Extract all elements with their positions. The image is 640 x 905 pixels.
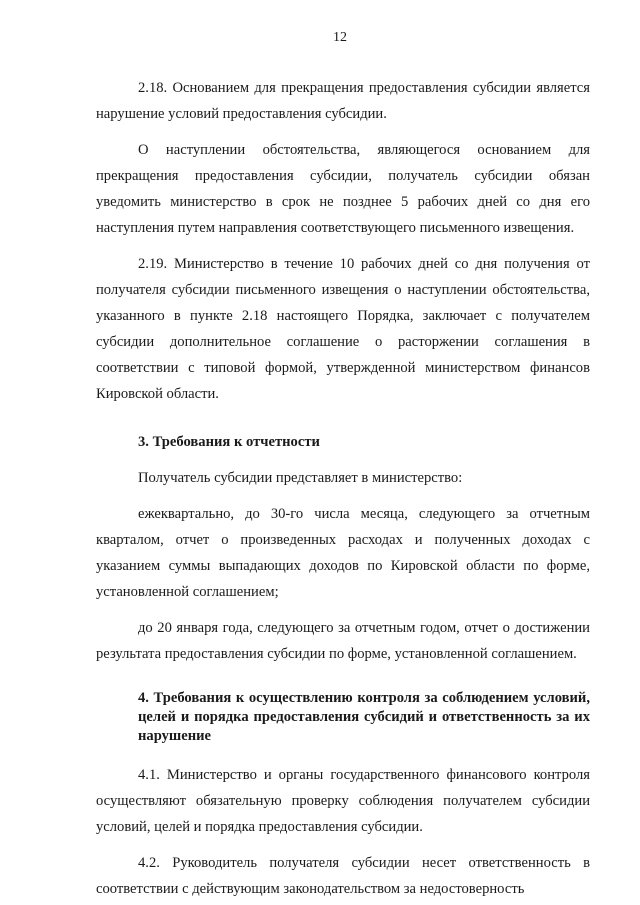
section-3-heading: 3. Требования к отчетности xyxy=(138,434,320,450)
section-3-intro: Получатель субсидии представляет в министерство: xyxy=(138,470,463,486)
page-number: 12 xyxy=(333,30,347,45)
paragraph-2-19: 2.19. Министерство в течение 10 рабочих дней со дня получения от получателя субсидии письменного извещения о наступлении обстоятельства, указанного в пункте 2.18 настоящего Порядка, заключает с получателем субсидии дополнительное соглашение о расторжении соглашения в соответствии с типовой формой, утвержденной министерством финансов Кировской области. xyxy=(96,256,590,402)
section-3-annual: до 20 января года, следующего за отчетным годом, отчет о достижении результата предоставления субсидии по форме, установленной соглашением. xyxy=(96,620,590,662)
section-4-heading: 4. Требования к осуществлению контроля за соблюдением условий, целей и порядка предоставления субсидий и ответственность за их нарушение xyxy=(138,690,590,744)
paragraph-2-18: 2.18. Основанием для прекращения предоставления субсидии является нарушение условий предоставления субсидии. xyxy=(96,80,590,122)
paragraph-4-2: 4.2. Руководитель получателя субсидии несет ответственность в соответствии с действующим законодательством за недостоверность xyxy=(96,855,590,897)
paragraph-notice: О наступлении обстоятельства, являющегося основанием для прекращения предоставления субсидии, получатель субсидии обязан уведомить министерство в срок не позднее 5 рабочих дней со дня его наступления путем направления соответствующего письменного извещения. xyxy=(96,142,590,236)
section-3-quarterly: ежеквартально, до 30-го числа месяца, следующего за отчетным кварталом, отчет о произведенных расходах и полученных доходах с указанием суммы выпадающих доходов по Кировской области по форме, установленной соглашением; xyxy=(96,506,590,600)
document-body xyxy=(96,75,590,902)
paragraph-4-1: 4.1. Министерство и органы государственного финансового контроля осуществляют обязательную проверку соблюдения получателем субсидии условий, целей и порядка предоставления субсидии. xyxy=(96,767,590,835)
